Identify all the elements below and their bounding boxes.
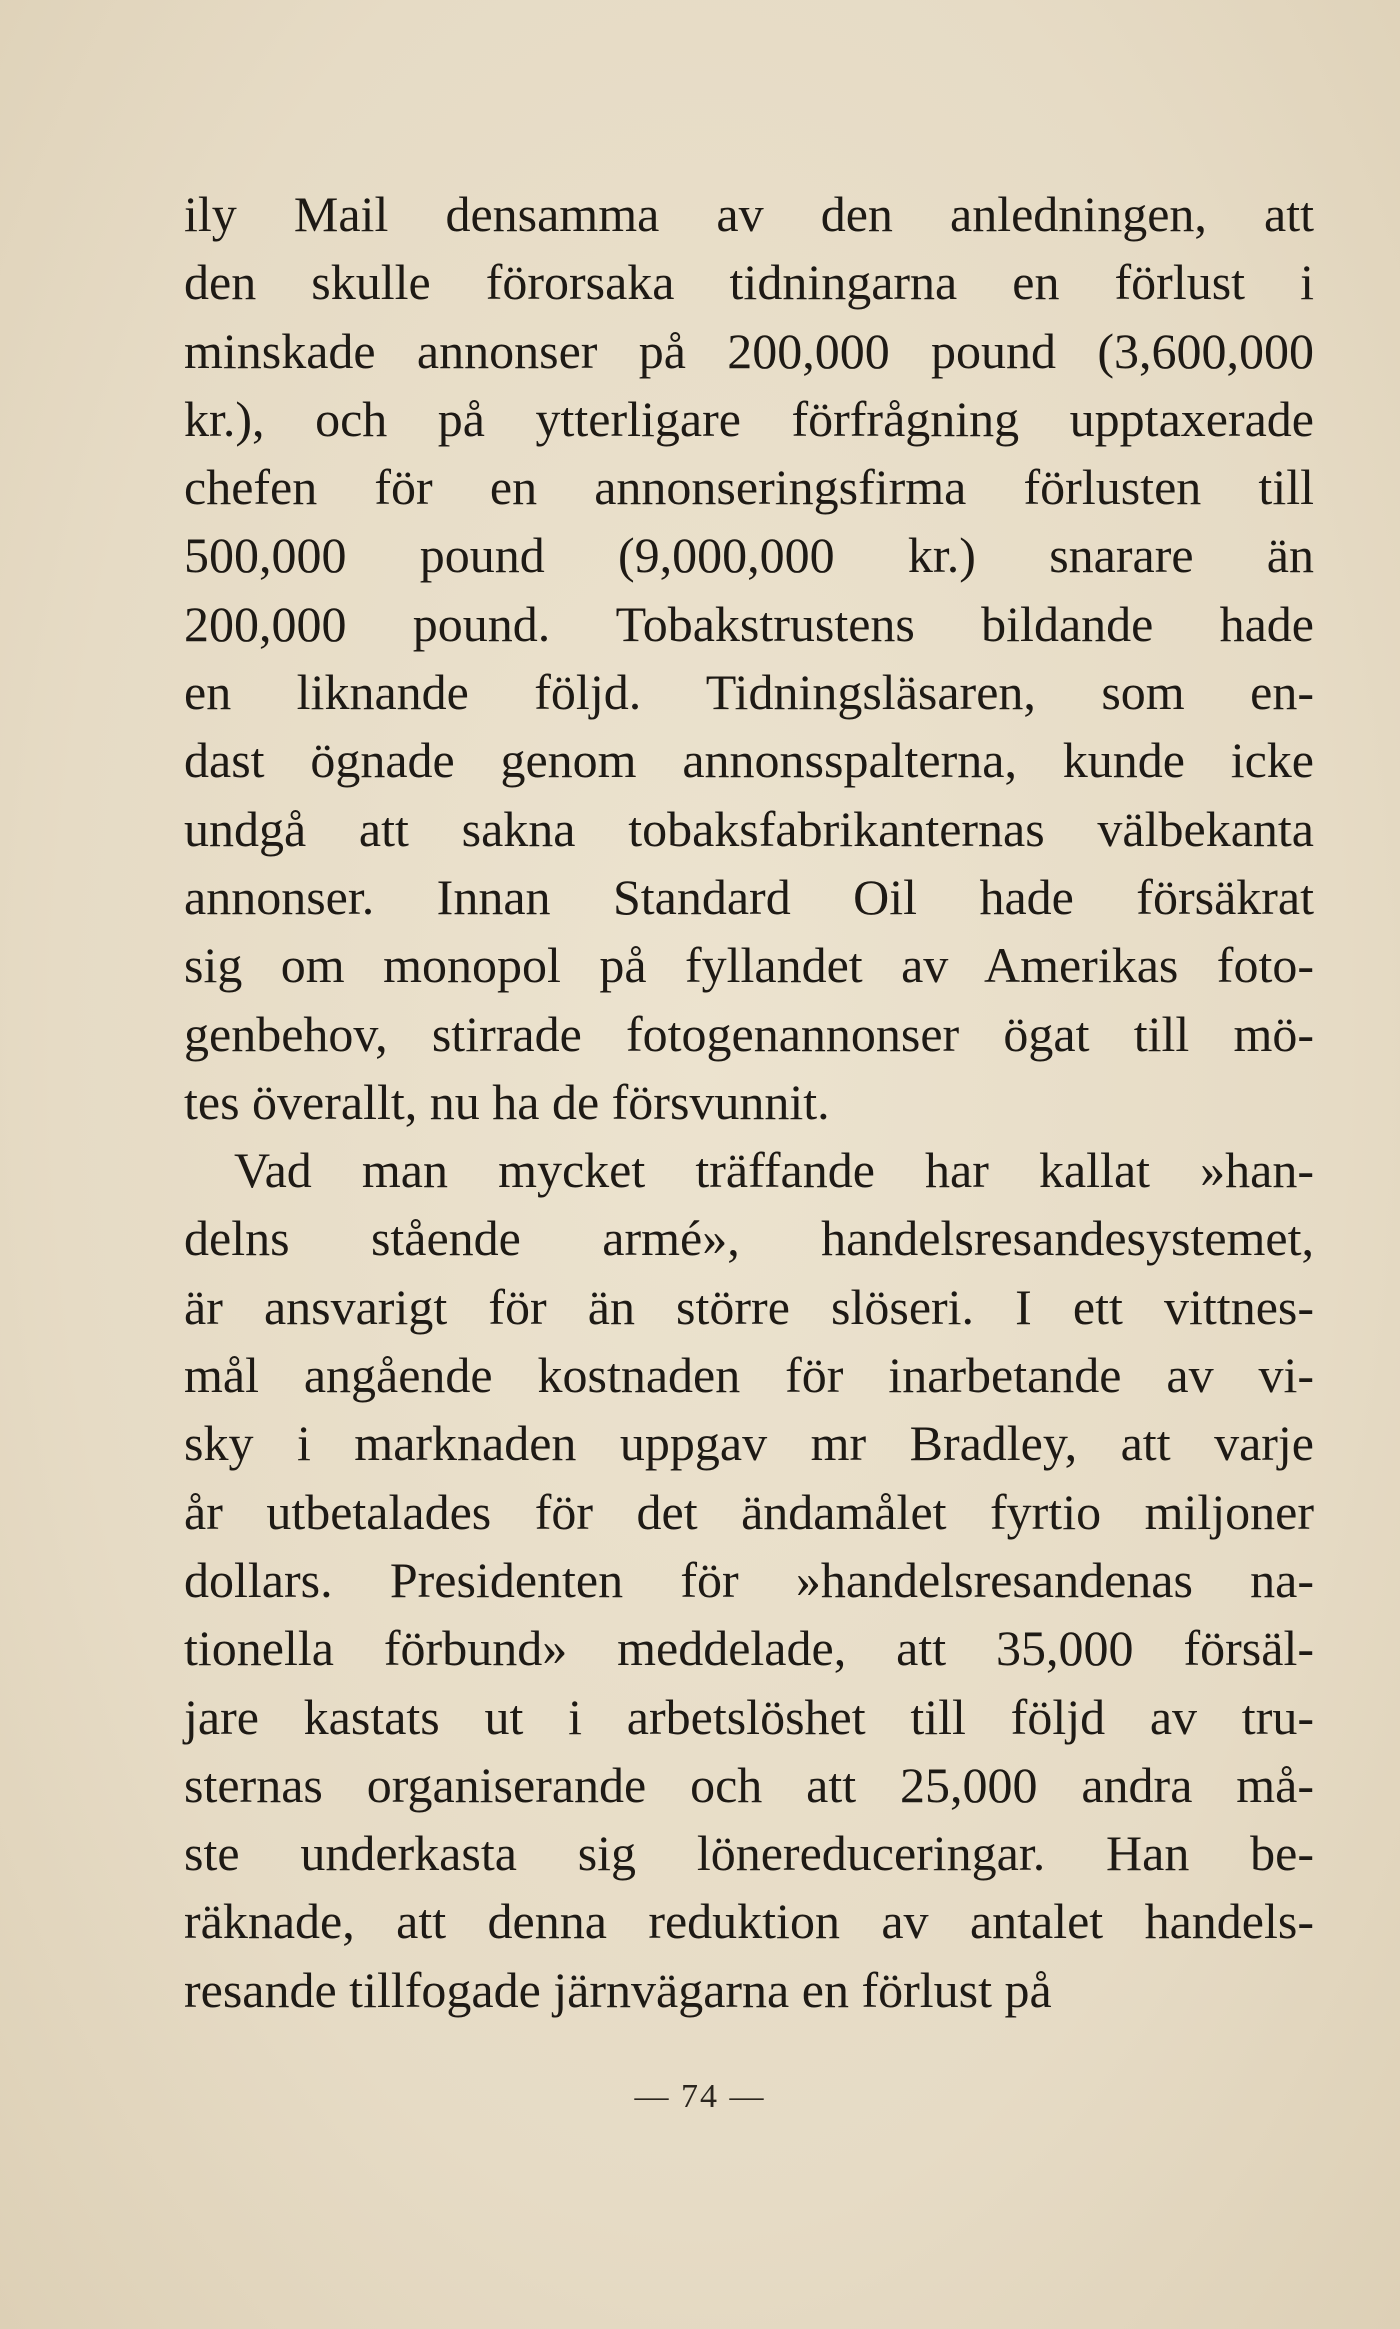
text-line: 500,000 pound (9,000,000 kr.) snarare än: [184, 527, 1314, 584]
text-line: dast ögnade genom annonsspalterna, kunde icke: [184, 732, 1314, 789]
text-line: minskade annonser på 200,000 pound (3,600,000: [184, 322, 1314, 379]
text-line: dollars. Presidenten för »handelsresandenas na-: [184, 1551, 1314, 1608]
text-line: 200,000 pound. Tobakstrustens bildande hade: [184, 595, 1314, 652]
text-line: år utbetalades för det ändamålet fyrtio miljoner: [184, 1483, 1314, 1540]
text-line: ily Mail densamma av den anledningen, att: [184, 186, 1314, 242]
text-line: den skulle förorsaka tidningarna en förlust i: [184, 254, 1314, 311]
text-line: räknade, att denna reduktion av antalet handels-: [184, 1893, 1314, 1950]
text-line: sig om monopol på fyllandet av Amerikas foto-: [184, 937, 1314, 994]
text-line: genbehov, stirrade fotogenannonser ögat till mö-: [184, 1005, 1314, 1062]
text-line: sky i marknaden uppgav mr Bradley, att varje: [184, 1415, 1314, 1472]
text-line: är ansvarigt för än större slöseri. I ett vittnes-: [184, 1278, 1314, 1335]
text-line: undgå att sakna tobaksfabrikanternas välbekanta: [184, 800, 1314, 857]
paragraph-1: [184, 180, 1314, 1136]
text-line: ste underkasta sig lönereduceringar. Han be-: [184, 1825, 1314, 1882]
text-line: mål angående kostnaden för inarbetande av vi-: [184, 1347, 1314, 1404]
page-number: — 74 —: [634, 2078, 766, 2115]
body-text: [184, 180, 1314, 2024]
text-line: kr.), och på ytterligare förfrågning upptaxerade: [184, 390, 1314, 447]
text-line: tionella förbund» meddelade, att 35,000 försäl-: [184, 1620, 1314, 1677]
text-line: en liknande följd. Tidningsläsaren, som en-: [184, 664, 1314, 721]
text-line: tes överallt, nu ha de försvunnit.: [184, 1073, 830, 1130]
text-line: jare kastats ut i arbetslöshet till följd av tru-: [184, 1688, 1314, 1745]
text-line: Vad man mycket träffande har kallat »han-: [234, 1142, 1314, 1199]
text-line: delns stående armé», handelsresandesystemet,: [184, 1210, 1314, 1267]
paragraph-2: [184, 1136, 1314, 2024]
text-line: sternas organiserande och att 25,000 andra må-: [184, 1756, 1314, 1813]
text-line: chefen för en annonseringsfirma förlusten till: [184, 459, 1314, 516]
text-line: annonser. Innan Standard Oil hade försäkrat: [184, 868, 1314, 925]
text-line: resande tillfogade järnvägarna en förlust på: [184, 1961, 1052, 2018]
